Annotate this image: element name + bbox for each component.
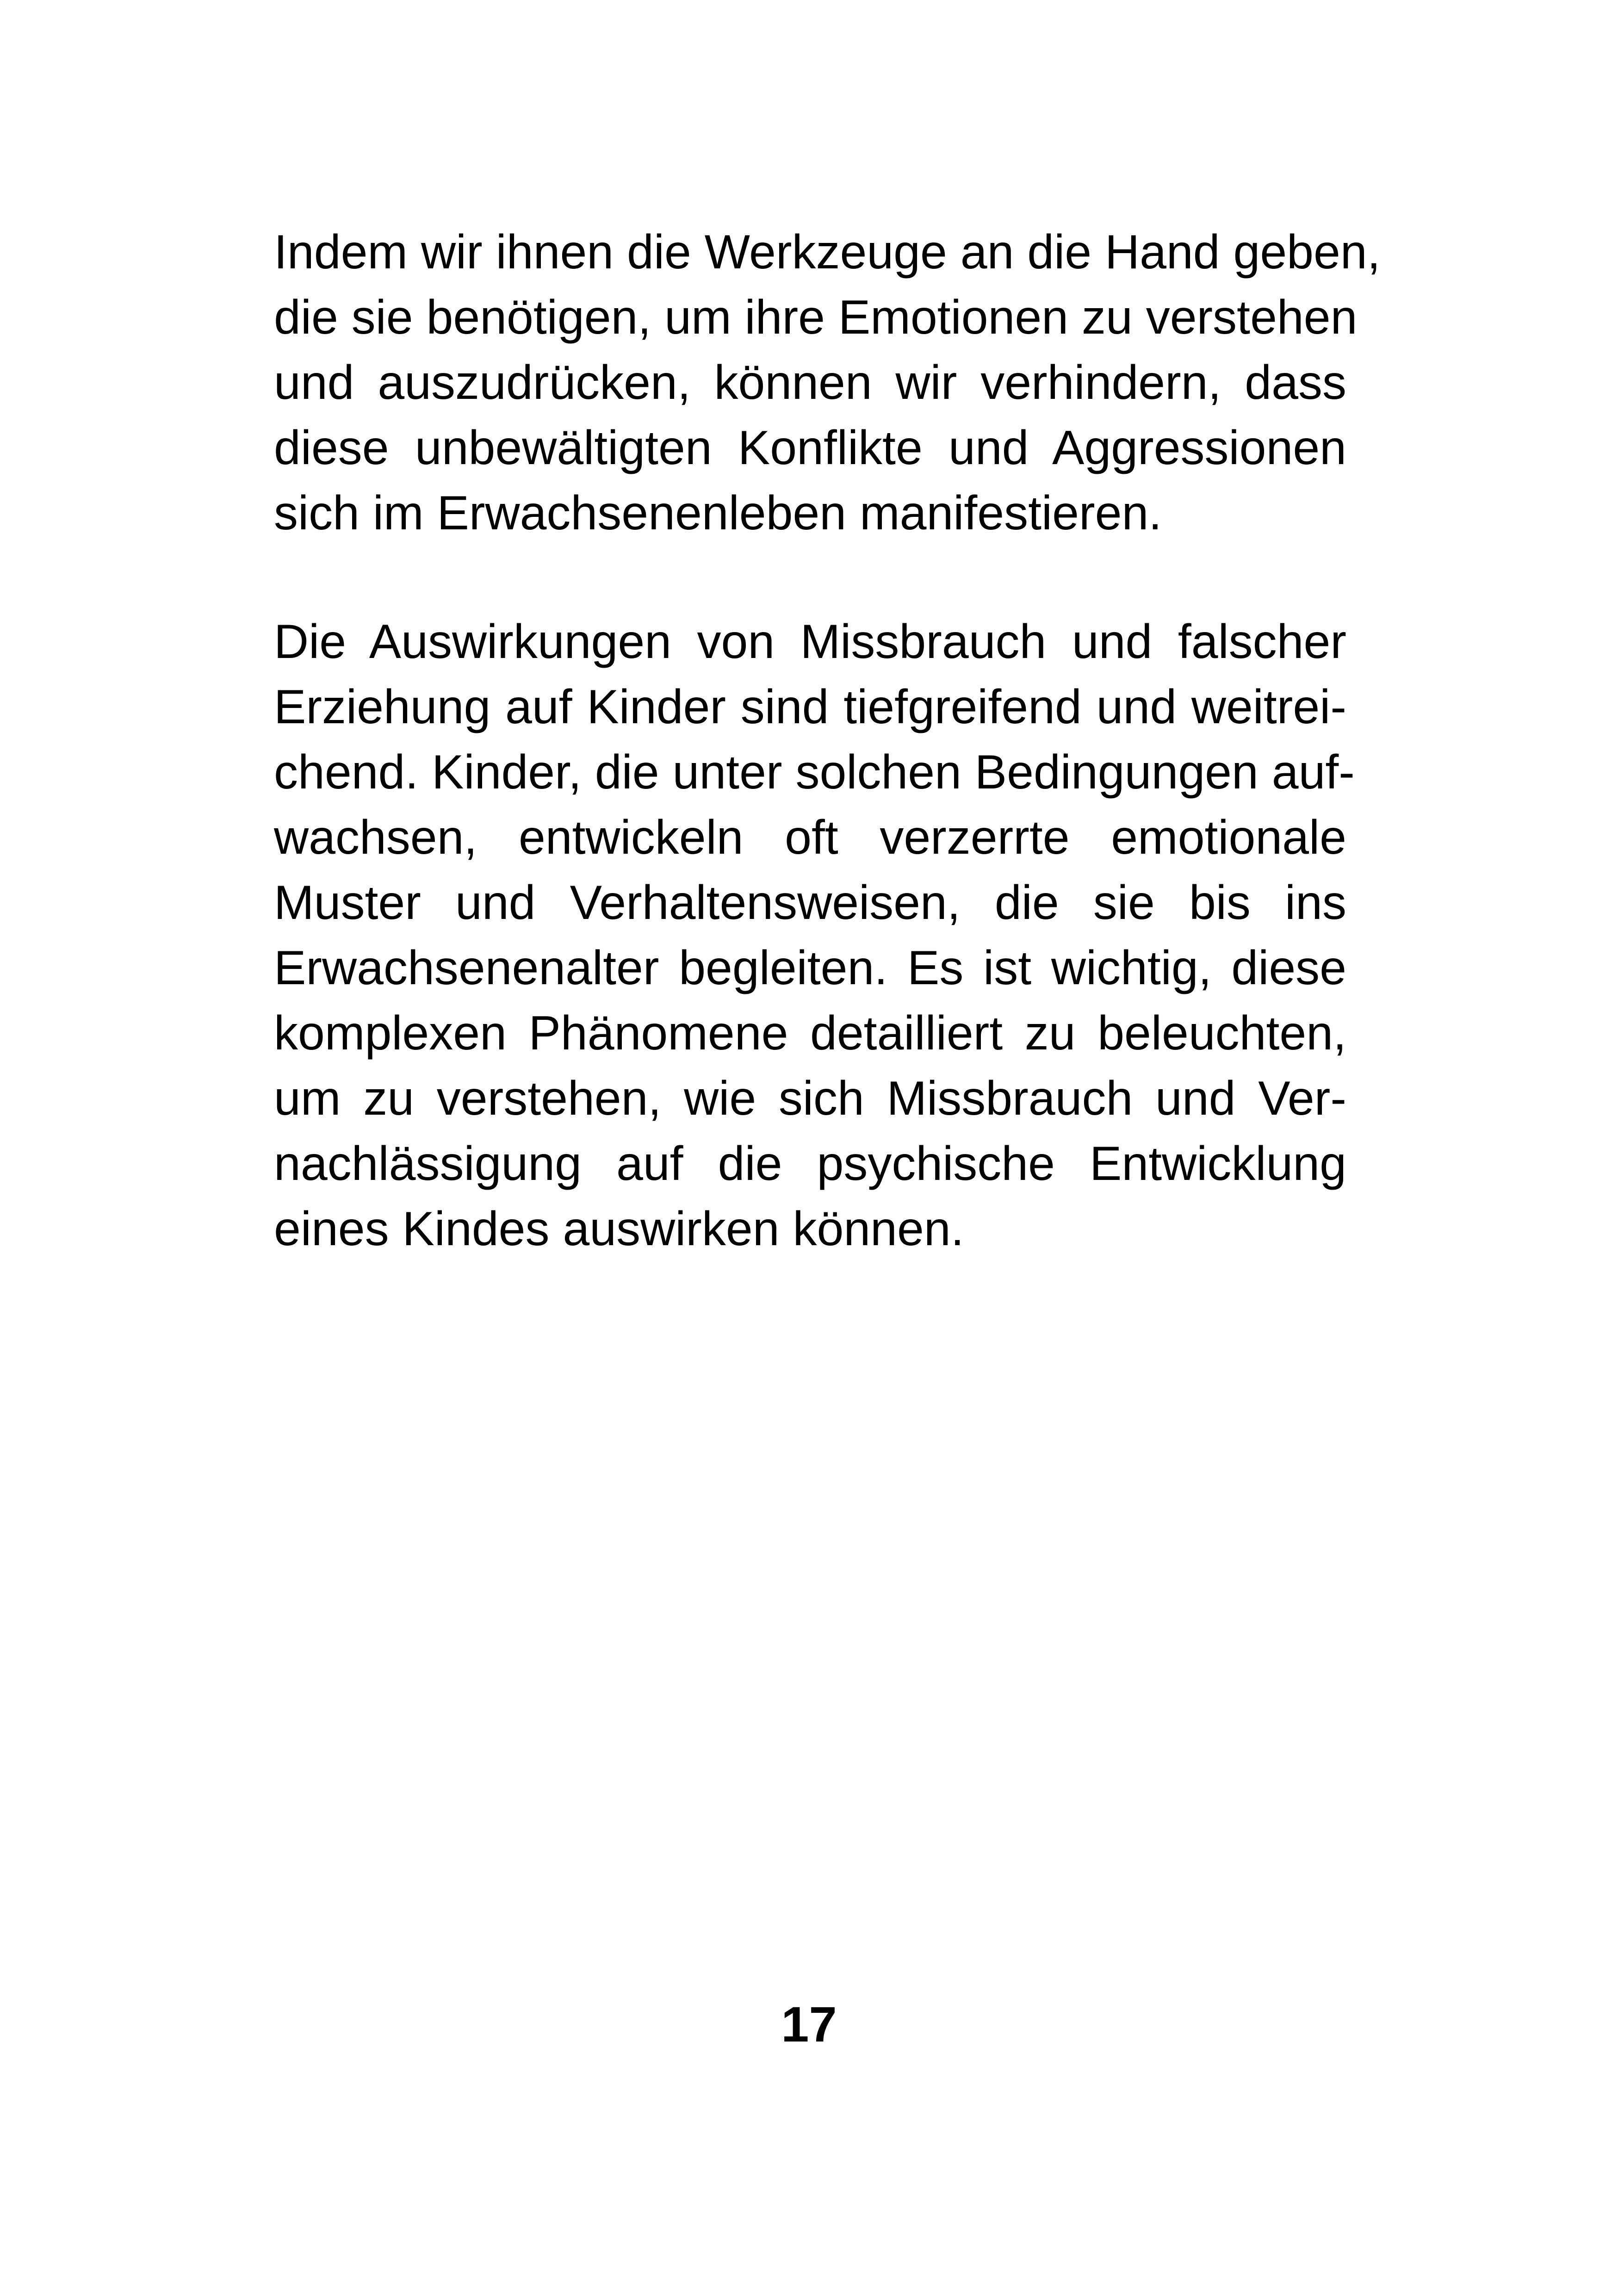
paragraph-1	[274, 220, 1381, 546]
paragraph-line: komplexen Phänomene detailliert zu beleuchten,	[274, 1006, 1346, 1060]
paragraph-line: wachsen, entwickeln oft verzerrte emotionale	[274, 811, 1346, 864]
paragraph-line: Indem wir ihnen die Werkzeuge an die Hand geben,	[274, 225, 1381, 279]
paragraph-line: diese unbewältigten Konflikte und Aggressionen	[274, 421, 1346, 475]
paragraph-line: um zu verstehen, wie sich Missbrauch und Ver-	[274, 1072, 1346, 1125]
paragraph-line: nachlässigung auf die psychische Entwicklung	[274, 1137, 1346, 1191]
paragraph-line: die sie benötigen, um ihre Emotionen zu verstehen	[274, 291, 1358, 344]
paragraph-line: Die Auswirkungen von Missbrauch und falscher	[274, 615, 1346, 669]
paragraph-line: Erziehung auf Kinder sind tiefgreifend und weitrei-	[274, 680, 1346, 734]
paragraph-line: sich im Erwachsenenleben manifestieren.	[274, 486, 1162, 540]
paragraph-line: Erwachsenenalter begleiten. Es ist wichtig, diese	[274, 941, 1346, 995]
page-number: 17	[781, 1996, 837, 2052]
paragraph-line: eines Kindes auswirken können.	[274, 1202, 964, 1256]
paragraph-2	[274, 609, 1355, 1262]
paragraph-line: und auszudrücken, können wir verhindern, dass	[274, 356, 1346, 410]
paragraph-line: Muster und Verhaltensweisen, die sie bis ins	[274, 876, 1346, 930]
paragraph-line: chend. Kinder, die unter solchen Bedingungen auf-	[274, 745, 1355, 799]
